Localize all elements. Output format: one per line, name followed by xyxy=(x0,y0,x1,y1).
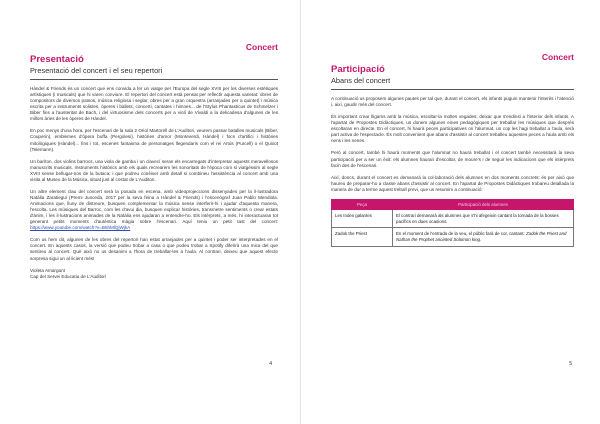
table-row xyxy=(332,209,574,227)
paragraph: És important crear lligams amb la música, escoltar-la moltes vegades; deixar que s'endinsi a l'interior dels infants. A l'apartat de Propostes Didàctiques, us donem algunes eines pedagògiques per treballar les músiques que després escoltaran en directe. En el concert, hi haurà peces participatives on l'alumnat, un cop les hagi treballat a l'aula, serà part activa de l'espectacle. És molt convenient que abans d'assistir al concert treballeu aquestes peces a l'aula amb els nens i les nenes. xyxy=(331,114,574,144)
column-header-participation: Participació dels alumnes xyxy=(393,199,574,209)
title-divider xyxy=(30,79,278,80)
paragraph: Com us hem dit, algunes de les obres del repertori han estat arranjades per a quintet i poder ser interpretades en el concert. En aquests casos, la versió que podeu trobar a casa o que podeu trobar a Spotify diferirà una mica del que sentireu al concert. Què això no us desanimi a l'hora de treballar-les a l'aula. Al contrari, deixeu que aquest efecte sorpresa sigui un al·licient més! xyxy=(30,237,278,261)
participation-cell xyxy=(393,228,574,246)
participation-text: En el moment de l'entrada de la veu, el públic farà de cor, cantant: xyxy=(396,231,526,237)
video-link[interactable]: https://www.youtube.com/watch?v=B5hMlQjWjkA xyxy=(30,225,131,231)
table-header-row xyxy=(332,199,574,209)
paragraph: Un baríton, dos violins barrocs, una viola de gamba i un clavecí seran els encarregats d'interpretar aquests meravellosos manuscrits musicals. Instruments històrics amb els quals recrearem les sonoritats de l'època com si viatgéssim al segle XVIII sense bellugar-nos de la butaca; i que podreu conèixer amb detall si combineu l'assistència al concert amb una visita al Museu de la Música, situat just al costat de L'Auditori. xyxy=(30,158,278,182)
running-header: Concert xyxy=(245,42,278,52)
right-page xyxy=(300,0,600,424)
participation-lyrics: Zadok the Priest and Nathan the Prophet anointed Solomon king. xyxy=(396,231,567,242)
section-title: Participació xyxy=(331,64,385,75)
paragraph: Hàndel & Friends és un concert que ens convida a fer un viatge per l'Europa del segle XVIII per les diverses estètiques artístiques (i musicals) que hi varen conviure. El repertori del concert està pensat per reflectir aquesta varietat: obres de compositors de diversos països, música religiosa i seglar, obres per a gran orquestra (arranjades per a quintet) i música escrita per a instruments solistes, òperes i ballets, concerti, cantates i himnes... de l'Stylus Phantasticus de Schmelzer i Biber fins a l'austeritat de Bach, i del virtuosisme dels concerts per a violí de Vivaldi a la delicadesa d'algunes de les millors àries de les òperes de Hàndel. xyxy=(30,86,278,122)
piece-cell: Zadok the Priest xyxy=(332,228,393,246)
paragraph-text: Un altre element clau del concert serà la posada en escena, amb videoprojeccions dissenyades per la il·lustradora Natàlia Zaratiegui (Premi Junceda, 2017 per la seva feina a Hàndel & Friends) i l'escenògraf Juan Pablo Mendiola. Animacions que, lluny de distreure, busquen complementar la música sense interferir-hi i ajudar d'aquesta manera, l'escolta. Les músiques del Barroc, com les d'avui dia, busquen explicar històries, transmetre sentiments o crear estats d'ànim, i les il·lustracions animades de la Natàlia ens ajudaran a entendre-ho. Els intèrprets, a més, hi interactuaran tot generant petits moments d'autèntica màgia sobre l'escenari. Aquí teniu un petit tast del concert: xyxy=(30,188,278,225)
paragraph: Però al concert, també hi haurà moments que l'alumnat no haurà treballat i el concert també necessitarà la seva participació per a ser un èxit: els alumnes hauran d'escoltar, de moure's i de seguir les indicacions que els intèrprets facin des de l'escenari. xyxy=(331,150,574,168)
paragraph xyxy=(30,189,278,231)
title-divider xyxy=(331,89,574,90)
paragraph: En poc menys d'una hora, per l'escenari de la sala 2 Oriol Martorell de L'Auditori, veurem passar batalles musicals (Biber, Couperin), emblemes d'òpera buffa (Pergolesi), històries d'amor (Monteverdi, Hàndel) i focs d'artifici i històries mitològiques (Hàndel)... fins i tot, escenes fantasma de personatges llegendaris com el rei Artús (Purcell) o el Quixot (Telemann). xyxy=(30,128,278,152)
piece-cell: Les Indes galantes xyxy=(332,209,393,227)
section-subtitle: Abans del concert xyxy=(331,76,391,85)
table-row xyxy=(332,228,574,246)
page-number: 5 xyxy=(569,361,572,367)
section-subtitle: Presentació del concert i el seu repertori xyxy=(30,66,163,75)
column-header-piece: Peça xyxy=(332,199,393,209)
paragraph: A continuació us proposem algunes pautes per tal que, durant el concert, els infants puguin mantenir l'interès i l'atenció i, així, gaudir més del concert. xyxy=(331,96,574,108)
running-header: Concert xyxy=(541,52,574,62)
participation-table xyxy=(331,199,574,247)
signature-role: Cap del Servei Educatiu de L'Auditori xyxy=(30,274,106,280)
signature-name: Violeta Amargant xyxy=(30,267,65,273)
page-number: 4 xyxy=(269,361,272,367)
participation-cell: El contrari demanarà als alumnes que s'hi afegeixin cantant la tornada de la bosses pacífics en dues ocasions. xyxy=(393,209,574,227)
paragraph: Així, doncs, durant el concert es demanarà la col·laboració dels alumnes en dos moments concrets: és per això que haureu de preparar-ho a classe abans d'assistir al concert. En l'apartat de Propostes Didàctiques trobareu detallada la manera de dur a terme aquest treball previ, que us resumim a continuació: xyxy=(331,174,574,192)
section-title: Presentació xyxy=(30,54,84,65)
